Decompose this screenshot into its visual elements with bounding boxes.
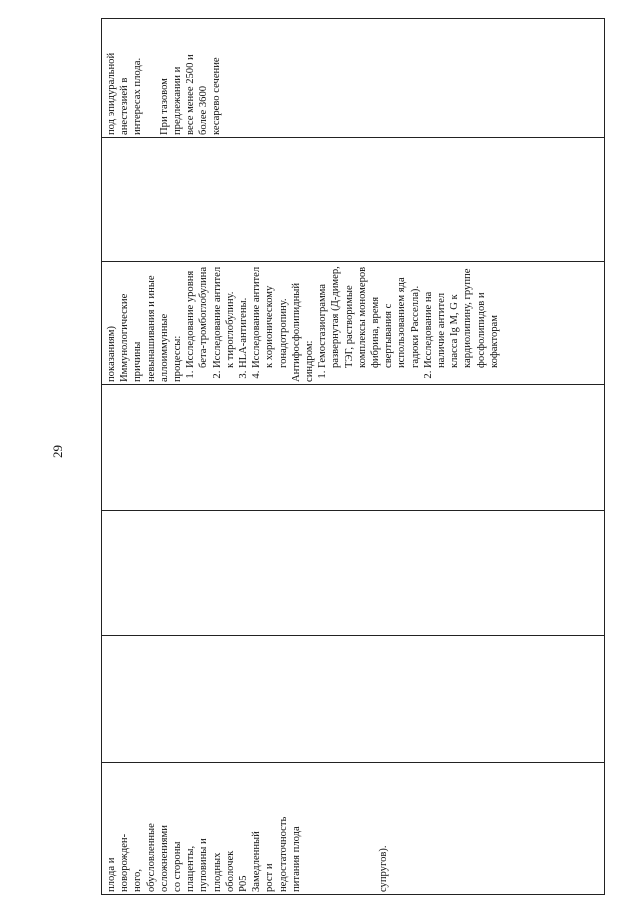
text-line: ного,: [132, 869, 144, 892]
text-line: плодных: [211, 852, 223, 892]
text-line: Антифосфолипидный: [290, 282, 302, 382]
text-line: кесарево сечение: [211, 57, 223, 135]
text-line: под эпидуральной: [106, 52, 117, 135]
text-line: невынашивания и иные: [145, 275, 157, 382]
text-line: оболочек: [224, 850, 236, 892]
text-line: причины: [132, 341, 144, 382]
list-item: 3. HLA-антигены.: [237, 264, 250, 368]
text-line: обусловленные: [145, 823, 157, 892]
text-line: предлежании и: [171, 66, 183, 135]
text-line: интересах плода.: [132, 57, 144, 135]
text-line: новорожден-: [119, 833, 131, 892]
text-line: плаценты,: [185, 845, 197, 892]
immunology-test-list: [184, 264, 290, 382]
text-line: супругов).: [378, 845, 389, 892]
text-line: Замедленный: [251, 831, 263, 892]
text-line: Иммунологические: [119, 293, 131, 382]
text-line: питания плода: [290, 826, 302, 892]
table-cell-note: [373, 763, 394, 895]
text-line: P05: [238, 875, 250, 892]
table-cell-examinations: [101, 261, 505, 385]
text-line: При тазовом: [158, 78, 170, 135]
text-line: рост и: [264, 863, 276, 892]
text-line: аллоиммунные: [158, 313, 170, 382]
rotated-table: [101, 18, 605, 895]
text-line: анестезией в: [119, 77, 131, 135]
text-line: осложнениями: [158, 825, 170, 892]
table-cell-diagnosis: [101, 763, 307, 895]
text-line: более 3600: [198, 85, 210, 135]
table-cell-delivery: [101, 18, 228, 138]
text-line: показаниям): [106, 326, 117, 382]
page-number: 29: [50, 445, 65, 458]
antiphospholipid-test-list: [316, 264, 501, 382]
list-item: 1. Исследование уровня бета-тромбоглобулина: [184, 264, 210, 368]
text-line: недостаточность: [277, 816, 289, 892]
text-line: пуповины и: [198, 838, 210, 892]
text-line: процессы:: [172, 335, 184, 382]
list-item: 1. Гемостазиограмма развернутая (Д-димер, ТЭГ, растворимые комплексы мономеров фибрина, время свертывания с использованием яда гадюки Расселла).: [316, 264, 422, 368]
list-item: 2. Исследование антител к тироглобулину.: [211, 264, 237, 368]
list-item: 4. Исследование антител к хорионическому гонадотропину.: [250, 264, 290, 368]
text-line: синдром:: [304, 340, 316, 382]
text-line: весе менее 2500 и: [185, 54, 197, 135]
text-line: со стороны: [172, 841, 184, 892]
column-divider: [101, 635, 605, 636]
list-item: 2. Исследование на наличие антител класса Ig M, G к кардиолипину, группе фосфолипидов и кофакторам: [422, 264, 501, 368]
column-divider: [101, 510, 605, 511]
text-line: плода и: [106, 857, 117, 892]
